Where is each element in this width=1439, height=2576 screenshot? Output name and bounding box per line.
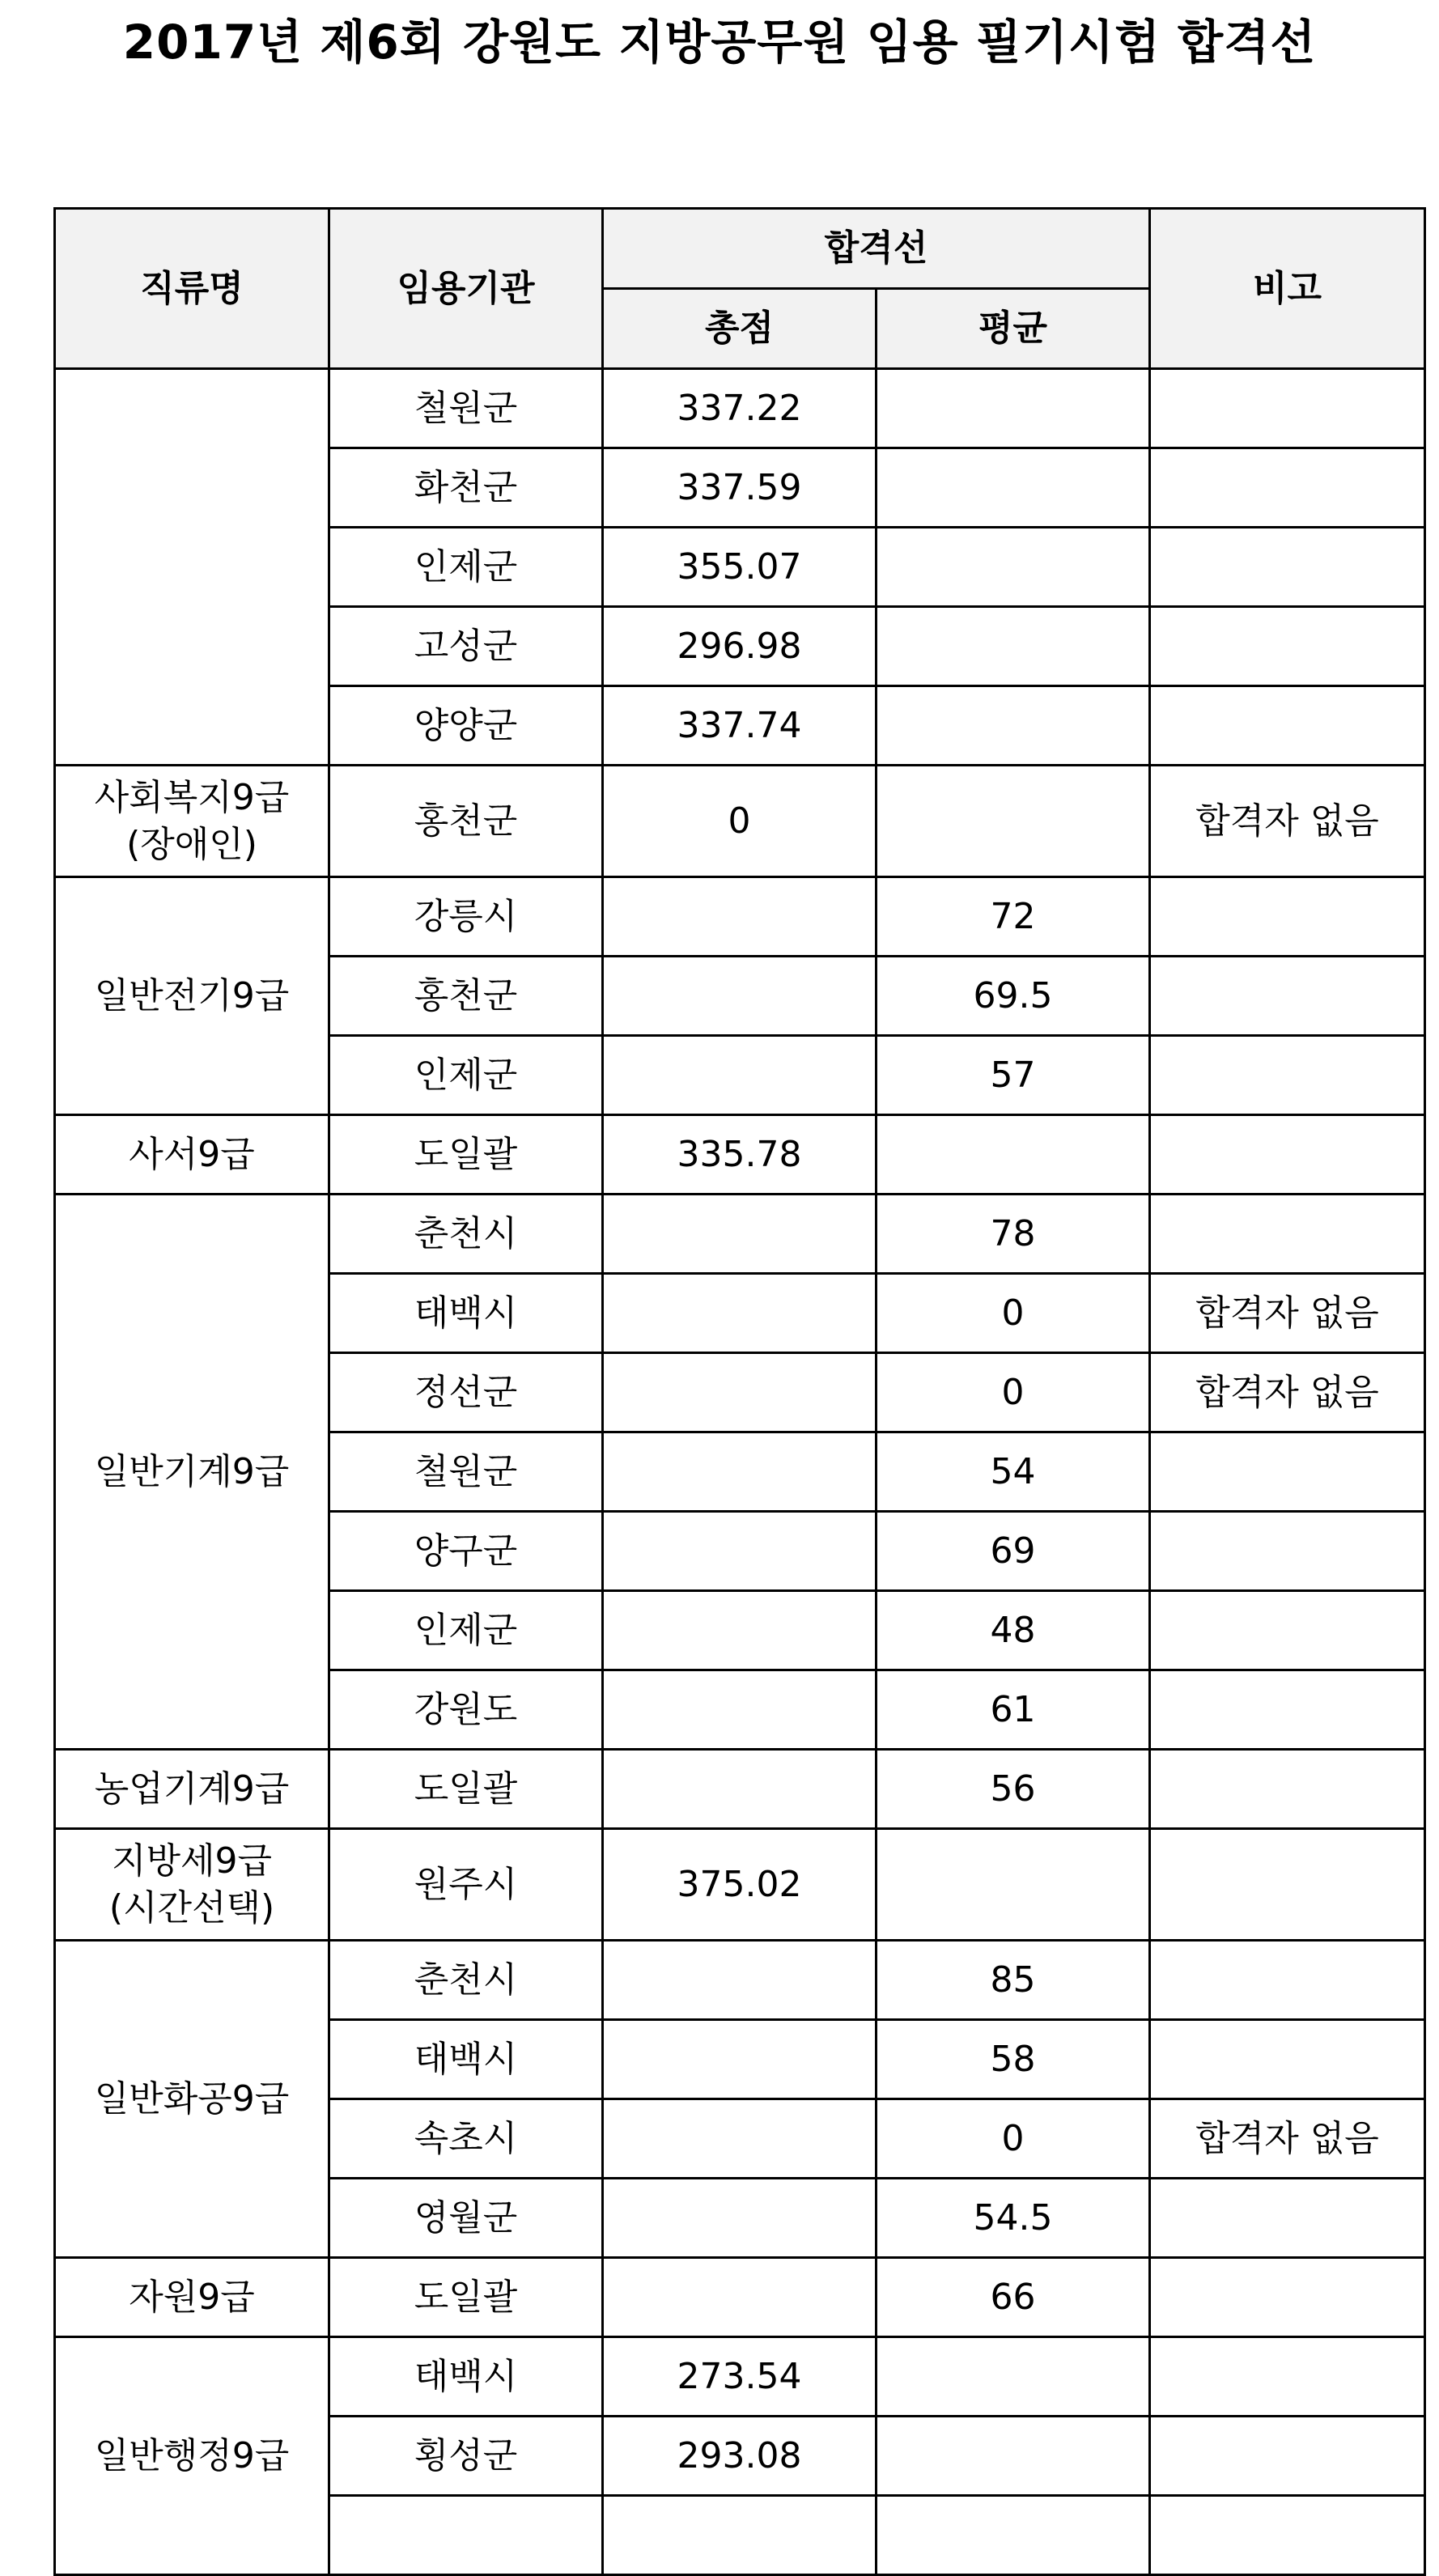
- total-cell: [603, 1941, 877, 2020]
- job-cell: [55, 1115, 329, 1195]
- note-cell: [1150, 1512, 1425, 1591]
- average-cell: [877, 686, 1150, 766]
- agency-cell: 인제군: [329, 1591, 603, 1670]
- table-row: [55, 877, 1425, 957]
- average-cell: 69.5: [877, 957, 1150, 1036]
- agency-cell: 속초시: [329, 2099, 603, 2179]
- agency-cell: 춘천시: [329, 1195, 603, 1274]
- agency-cell: 도일괄: [329, 1115, 603, 1195]
- table-row: [55, 1115, 1425, 1195]
- average-cell: 0: [877, 2099, 1150, 2179]
- note-cell: 합격자 없음: [1150, 1274, 1425, 1353]
- total-cell: 293.08: [603, 2417, 877, 2496]
- total-cell: 335.78: [603, 1115, 877, 1195]
- table-body: [55, 369, 1425, 2575]
- note-cell: [1150, 2020, 1425, 2099]
- note-cell: [1150, 528, 1425, 607]
- agency-cell: 춘천시: [329, 1941, 603, 2020]
- table-row: [55, 766, 1425, 877]
- agency-cell: 철원군: [329, 369, 603, 448]
- average-cell: [877, 2337, 1150, 2417]
- average-cell: [877, 369, 1150, 448]
- average-cell: [877, 528, 1150, 607]
- agency-cell: 태백시: [329, 1274, 603, 1353]
- note-cell: [1150, 1115, 1425, 1195]
- average-cell: [877, 766, 1150, 877]
- note-cell: [1150, 1750, 1425, 1829]
- average-cell: 54: [877, 1432, 1150, 1512]
- agency-cell: 도일괄: [329, 2258, 603, 2337]
- job-name: 일반화공9급: [94, 2077, 290, 2120]
- note-cell: [1150, 2496, 1425, 2575]
- table-header: [55, 209, 1425, 369]
- average-cell: 61: [877, 1670, 1150, 1750]
- average-cell: [877, 2496, 1150, 2575]
- job-name: 자원9급: [129, 2276, 255, 2318]
- job-name: 일반기계9급: [94, 1450, 290, 1492]
- note-cell: [1150, 607, 1425, 686]
- average-cell: [877, 2417, 1150, 2496]
- note-cell: 합격자 없음: [1150, 766, 1425, 877]
- job-name: 농업기계9급: [94, 1768, 290, 1810]
- average-cell: [877, 607, 1150, 686]
- total-cell: 296.98: [603, 607, 877, 686]
- results-table: [53, 207, 1426, 2576]
- table-row: [55, 2337, 1425, 2417]
- header-job: 직류명: [55, 209, 329, 369]
- job-cell: [55, 2258, 329, 2337]
- table-row: [55, 1829, 1425, 1941]
- agency-cell: 화천군: [329, 448, 603, 528]
- average-cell: [877, 448, 1150, 528]
- note-cell: [1150, 1591, 1425, 1670]
- average-cell: 56: [877, 1750, 1150, 1829]
- total-cell: [603, 1195, 877, 1274]
- agency-cell: [329, 2496, 603, 2575]
- note-cell: [1150, 2417, 1425, 2496]
- note-cell: 합격자 없음: [1150, 1353, 1425, 1432]
- note-cell: [1150, 448, 1425, 528]
- note-cell: [1150, 1941, 1425, 2020]
- agency-cell: 홍천군: [329, 957, 603, 1036]
- header-note: 비고: [1150, 209, 1425, 369]
- total-cell: [603, 1512, 877, 1591]
- header-agency: 임용기관: [329, 209, 603, 369]
- agency-cell: 고성군: [329, 607, 603, 686]
- total-cell: 273.54: [603, 2337, 877, 2417]
- agency-cell: 양구군: [329, 1512, 603, 1591]
- total-cell: [603, 1353, 877, 1432]
- total-cell: [603, 1670, 877, 1750]
- average-cell: 0: [877, 1353, 1150, 1432]
- average-cell: 66: [877, 2258, 1150, 2337]
- total-cell: [603, 1750, 877, 1829]
- table-row: [55, 1941, 1425, 2020]
- note-cell: [1150, 1829, 1425, 1941]
- average-cell: 78: [877, 1195, 1150, 1274]
- job-name: 일반행정9급: [94, 2434, 290, 2476]
- average-cell: 58: [877, 2020, 1150, 2099]
- agency-cell: 강원도: [329, 1670, 603, 1750]
- note-cell: [1150, 2258, 1425, 2337]
- average-cell: [877, 1115, 1150, 1195]
- total-cell: [603, 2099, 877, 2179]
- agency-cell: 양양군: [329, 686, 603, 766]
- agency-cell: 태백시: [329, 2020, 603, 2099]
- note-cell: [1150, 2179, 1425, 2258]
- total-cell: [603, 2179, 877, 2258]
- average-cell: [877, 1829, 1150, 1941]
- job-name: 일반전기9급: [94, 974, 290, 1016]
- job-cell: [55, 369, 329, 766]
- note-cell: [1150, 1670, 1425, 1750]
- average-cell: 85: [877, 1941, 1150, 2020]
- job-cell: [55, 2337, 329, 2575]
- total-cell: [603, 1591, 877, 1670]
- job-cell: [55, 1195, 329, 1750]
- average-cell: 72: [877, 877, 1150, 957]
- average-cell: 48: [877, 1591, 1150, 1670]
- header-average: 평균: [877, 289, 1150, 369]
- note-cell: [1150, 369, 1425, 448]
- agency-cell: 태백시: [329, 2337, 603, 2417]
- job-cell: [55, 766, 329, 877]
- page-title: 2017년 제6회 강원도 지방공무원 임용 필기시험 합격선: [122, 15, 1317, 70]
- agency-cell: 도일괄: [329, 1750, 603, 1829]
- note-cell: 합격자 없음: [1150, 2099, 1425, 2179]
- note-cell: [1150, 2337, 1425, 2417]
- agency-cell: 인제군: [329, 1036, 603, 1115]
- total-cell: 337.22: [603, 369, 877, 448]
- total-cell: 0: [603, 766, 877, 877]
- total-cell: 337.74: [603, 686, 877, 766]
- total-cell: [603, 877, 877, 957]
- total-cell: [603, 2496, 877, 2575]
- note-cell: [1150, 877, 1425, 957]
- table-row: [55, 2258, 1425, 2337]
- agency-cell: 횡성군: [329, 2417, 603, 2496]
- agency-cell: 영월군: [329, 2179, 603, 2258]
- agency-cell: 강릉시: [329, 877, 603, 957]
- total-cell: [603, 1036, 877, 1115]
- note-cell: [1150, 957, 1425, 1036]
- table-row: [55, 1750, 1425, 1829]
- job-name: 사서9급: [129, 1133, 255, 1175]
- note-cell: [1150, 1195, 1425, 1274]
- total-cell: [603, 1432, 877, 1512]
- agency-cell: 원주시: [329, 1829, 603, 1941]
- note-cell: [1150, 1432, 1425, 1512]
- total-cell: 375.02: [603, 1829, 877, 1941]
- average-cell: 0: [877, 1274, 1150, 1353]
- job-cell: [55, 1829, 329, 1941]
- agency-cell: 인제군: [329, 528, 603, 607]
- average-cell: 69: [877, 1512, 1150, 1591]
- total-cell: 355.07: [603, 528, 877, 607]
- total-cell: [603, 2258, 877, 2337]
- total-cell: 337.59: [603, 448, 877, 528]
- average-cell: 54.5: [877, 2179, 1150, 2258]
- job-name: 지방세9급 (시간선택): [108, 1840, 275, 1929]
- total-cell: [603, 1274, 877, 1353]
- header-total: 총점: [603, 289, 877, 369]
- header-cutoff: 합격선: [603, 209, 1150, 289]
- table-row: [55, 369, 1425, 448]
- note-cell: [1150, 686, 1425, 766]
- agency-cell: 정선군: [329, 1353, 603, 1432]
- note-cell: [1150, 1036, 1425, 1115]
- average-cell: 57: [877, 1036, 1150, 1115]
- job-cell: [55, 1750, 329, 1829]
- agency-cell: 홍천군: [329, 766, 603, 877]
- agency-cell: 철원군: [329, 1432, 603, 1512]
- job-name: 사회복지9급 (장애인): [94, 776, 290, 865]
- job-cell: [55, 1941, 329, 2258]
- total-cell: [603, 957, 877, 1036]
- table-row: [55, 1195, 1425, 1274]
- total-cell: [603, 2020, 877, 2099]
- job-cell: [55, 877, 329, 1115]
